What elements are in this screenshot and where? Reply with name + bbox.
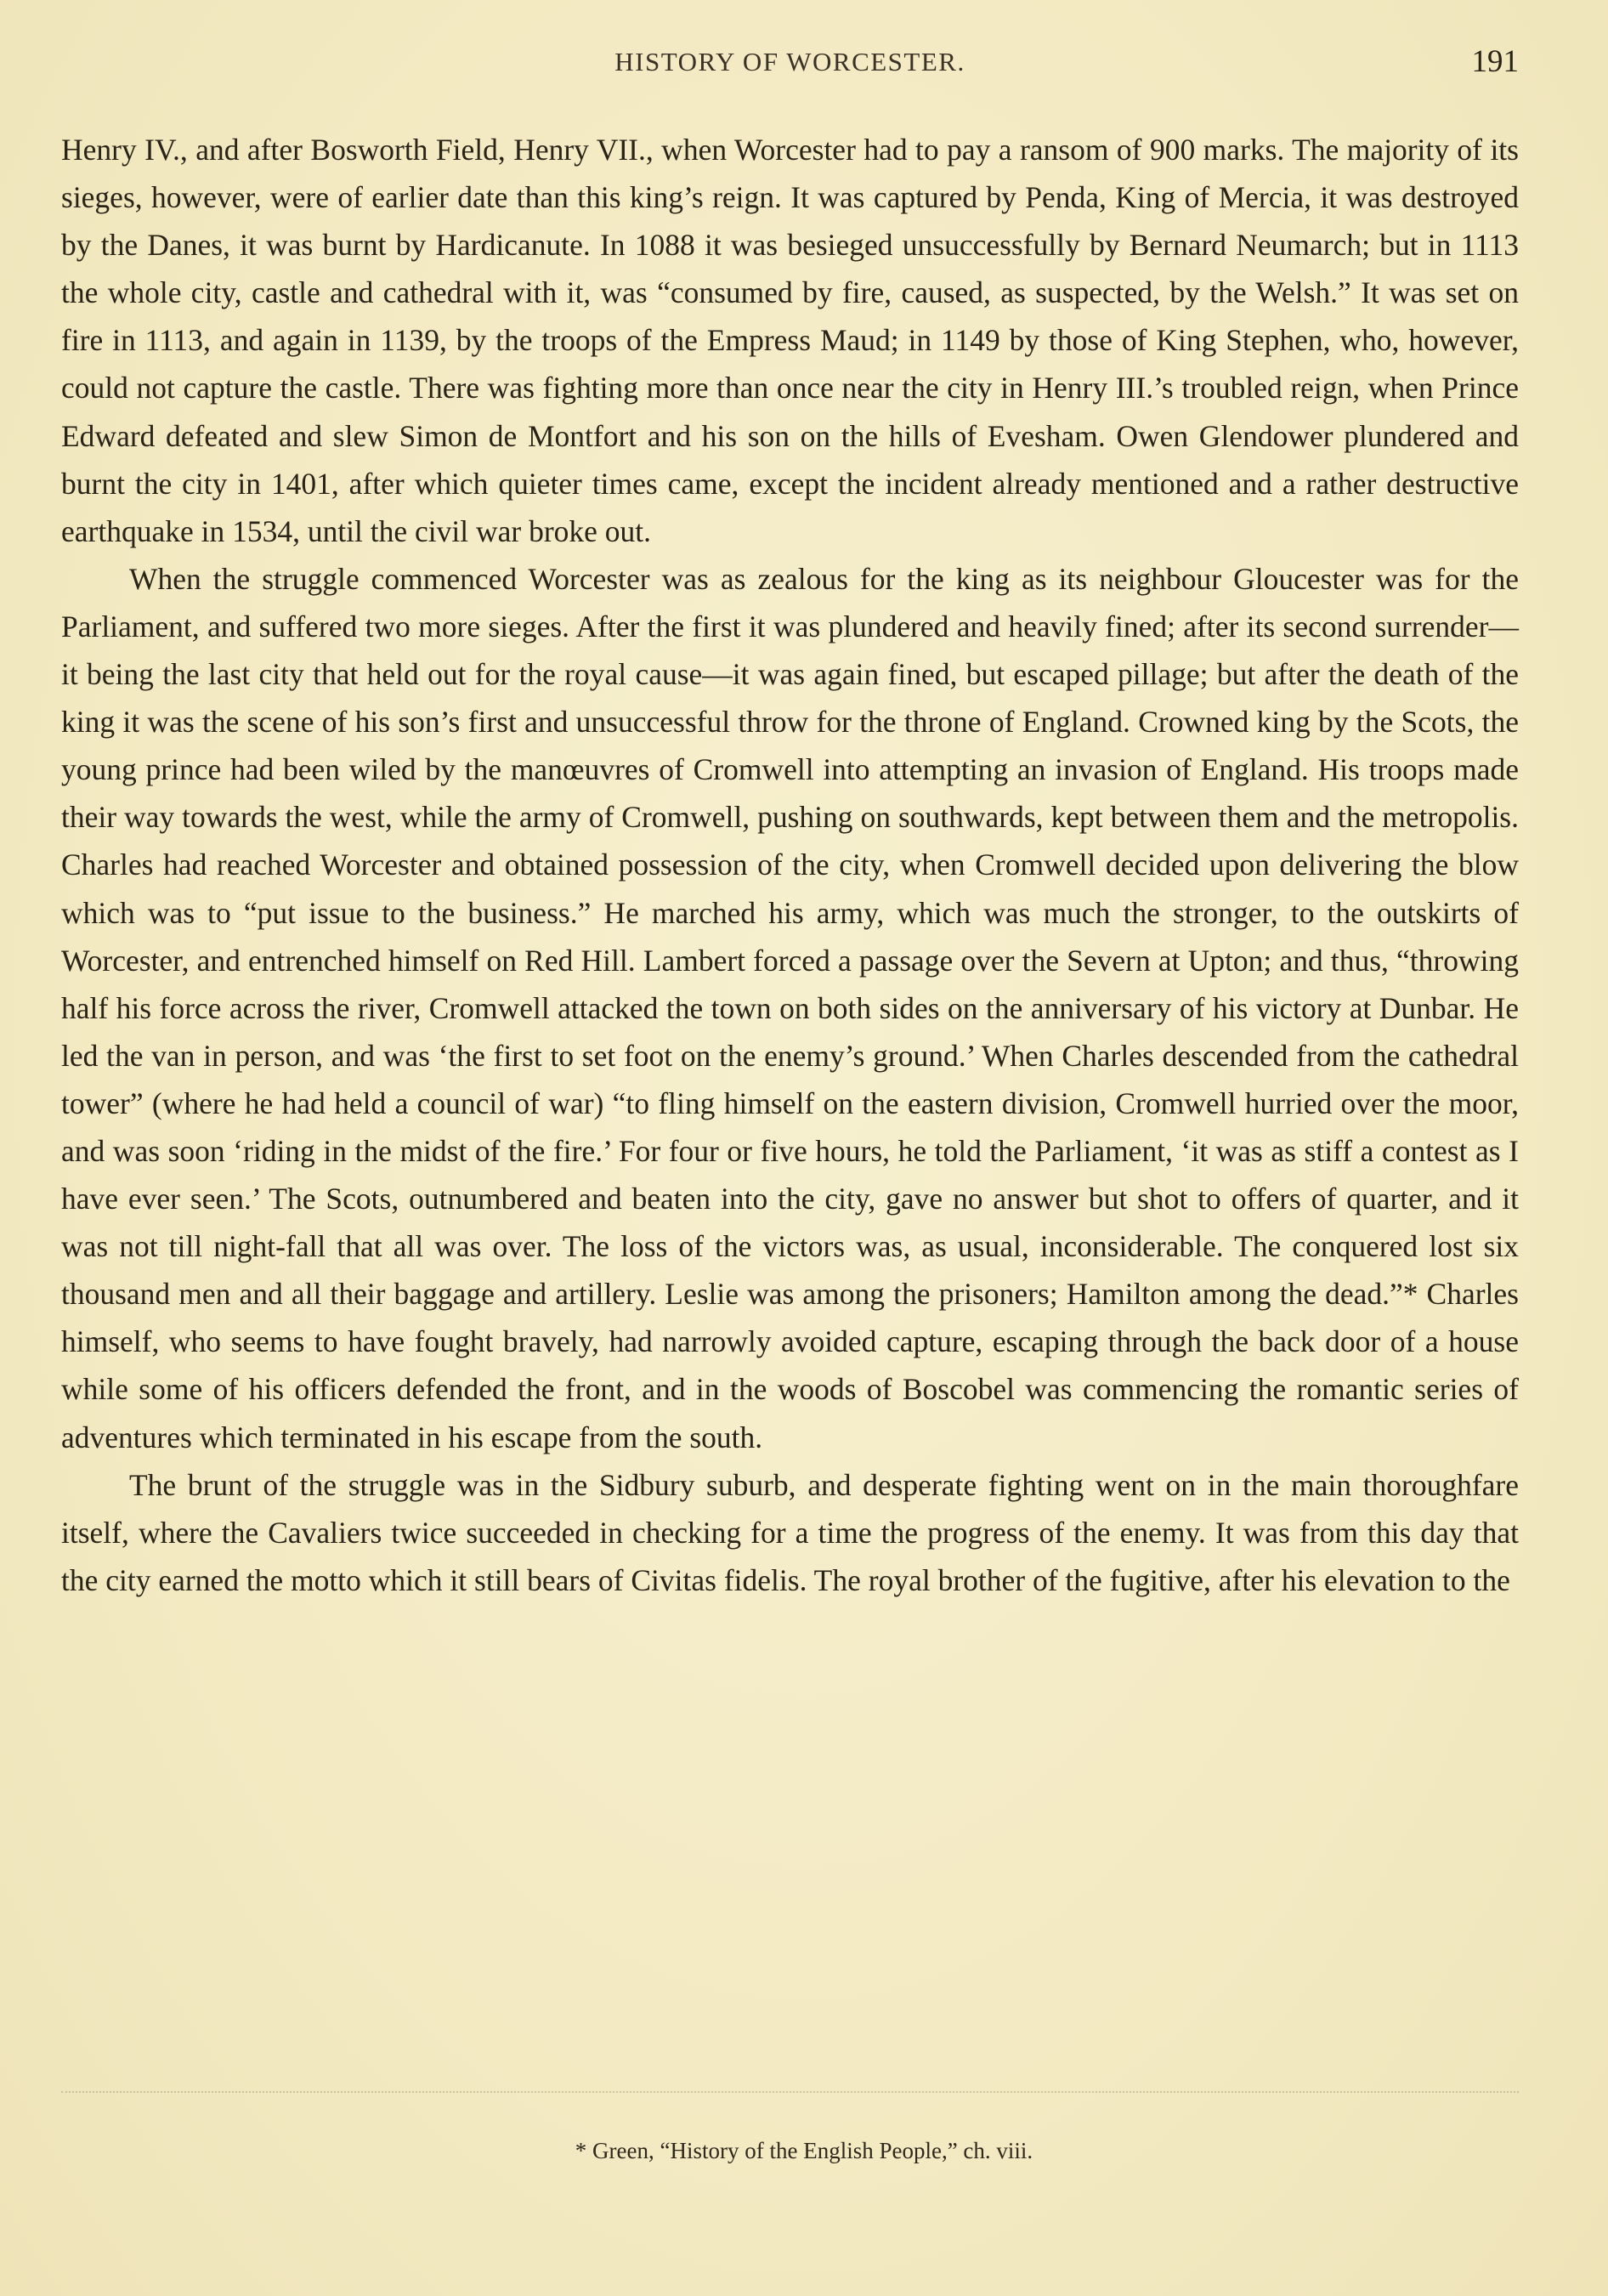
- page-header: [61, 44, 1519, 89]
- paragraph-2: When the struggle commenced Worcester was as zealous for the king as its neighbour Gloucester was for the Parliament, and suffered two more sieges. After the first it was plundered and heavily fined; after its second surrender—it being the last city that held out for the royal cause—it was again fined, but escaped pillage; but after the death of the king it was the scene of his son’s first and unsuccessful throw for the throne of England. Crowned king by the Scots, the young prince had been wiled by the manœuvres of Cromwell into attempting an invasion of England. His troops made their way towards the west, while the army of Cromwell, pushing on southwards, kept between them and the metropolis. Charles had reached Worcester and obtained possession of the city, when Cromwell decided upon delivering the blow which was to “put issue to the business.” He marched his army, which was much the stronger, to the outskirts of Worcester, and entrenched himself on Red Hill. Lambert forced a passage over the Severn at Upton; and thus, “throwing half his force across the river, Cromwell attacked the town on both sides on the anniversary of his victory at Dunbar. He led the van in person, and was ‘the first to set foot on the enemy’s ground.’ When Charles descended from the cathedral tower” (where he had held a council of war) “to fling himself on the eastern division, Cromwell hurried over the moor, and was soon ‘riding in the midst of the fire.’ For four or five hours, he told the Parliament, ‘it was as stiff a contest as I have ever seen.’ The Scots, outnumbered and beaten into the city, gave no answer but shot to offers of quarter, and it was not till night-fall that all was over. The loss of the victors was, as usual, inconsiderable. The conquered lost six thousand men and all their baggage and artillery. Leslie was among the prisoners; Hamilton among the dead.”* Charles himself, who seems to have fought bravely, had narrowly avoided capture, escaping through the back door of a house while some of his officers defended the front, and in the woods of Boscobel was commencing the romantic series of adventures which terminated in his escape from the south.: [61, 561, 1519, 1454]
- paragraph-3: The brunt of the struggle was in the Sidbury suburb, and desperate fighting went on in the main thoroughfare itself, where the Cavaliers twice succeeded in checking for a time the progress of the enemy. It was from this day that the city earned the motto which it still bears of Civitas fidelis. The royal brother of the fugitive, after his elevation to the: [61, 1467, 1519, 1597]
- page-number: 191: [1471, 44, 1519, 79]
- footnote-separator: [61, 2091, 1519, 2095]
- running-title: HISTORY OF WORCESTER.: [614, 47, 965, 77]
- body-text: [61, 126, 1519, 1604]
- paragraph-1: Henry IV., and after Bosworth Field, Henry VII., when Worcester had to pay a ransom of 900 marks. The majority of its sieges, however, were of earlier date than this king’s reign. It was captured by Penda, King of Mercia, it was destroyed by the Danes, it was burnt by Hardicanute. In 1088 it was besieged unsuccessfully by Bernard Neumarch; but in 1113 the whole city, castle and cathedral with it, was “consumed by fire, caused, as suspected, by the Welsh.” It was set on fire in 1113, and again in 1139, by the troops of the Empress Maud; in 1149 by those of King Stephen, who, however, could not capture the castle. There was fighting more than once near the city in Henry III.’s troubled reign, when Prince Edward defeated and slew Simon de Montfort and his son on the hills of Evesham. Owen Glendower plundered and burnt the city in 1401, after which quieter times came, except the incident already mentioned and a rather destructive earthquake in 1534, until the civil war broke out.: [61, 133, 1519, 548]
- footnote: * Green, “History of the English People,” ch. viii.: [575, 2138, 1033, 2163]
